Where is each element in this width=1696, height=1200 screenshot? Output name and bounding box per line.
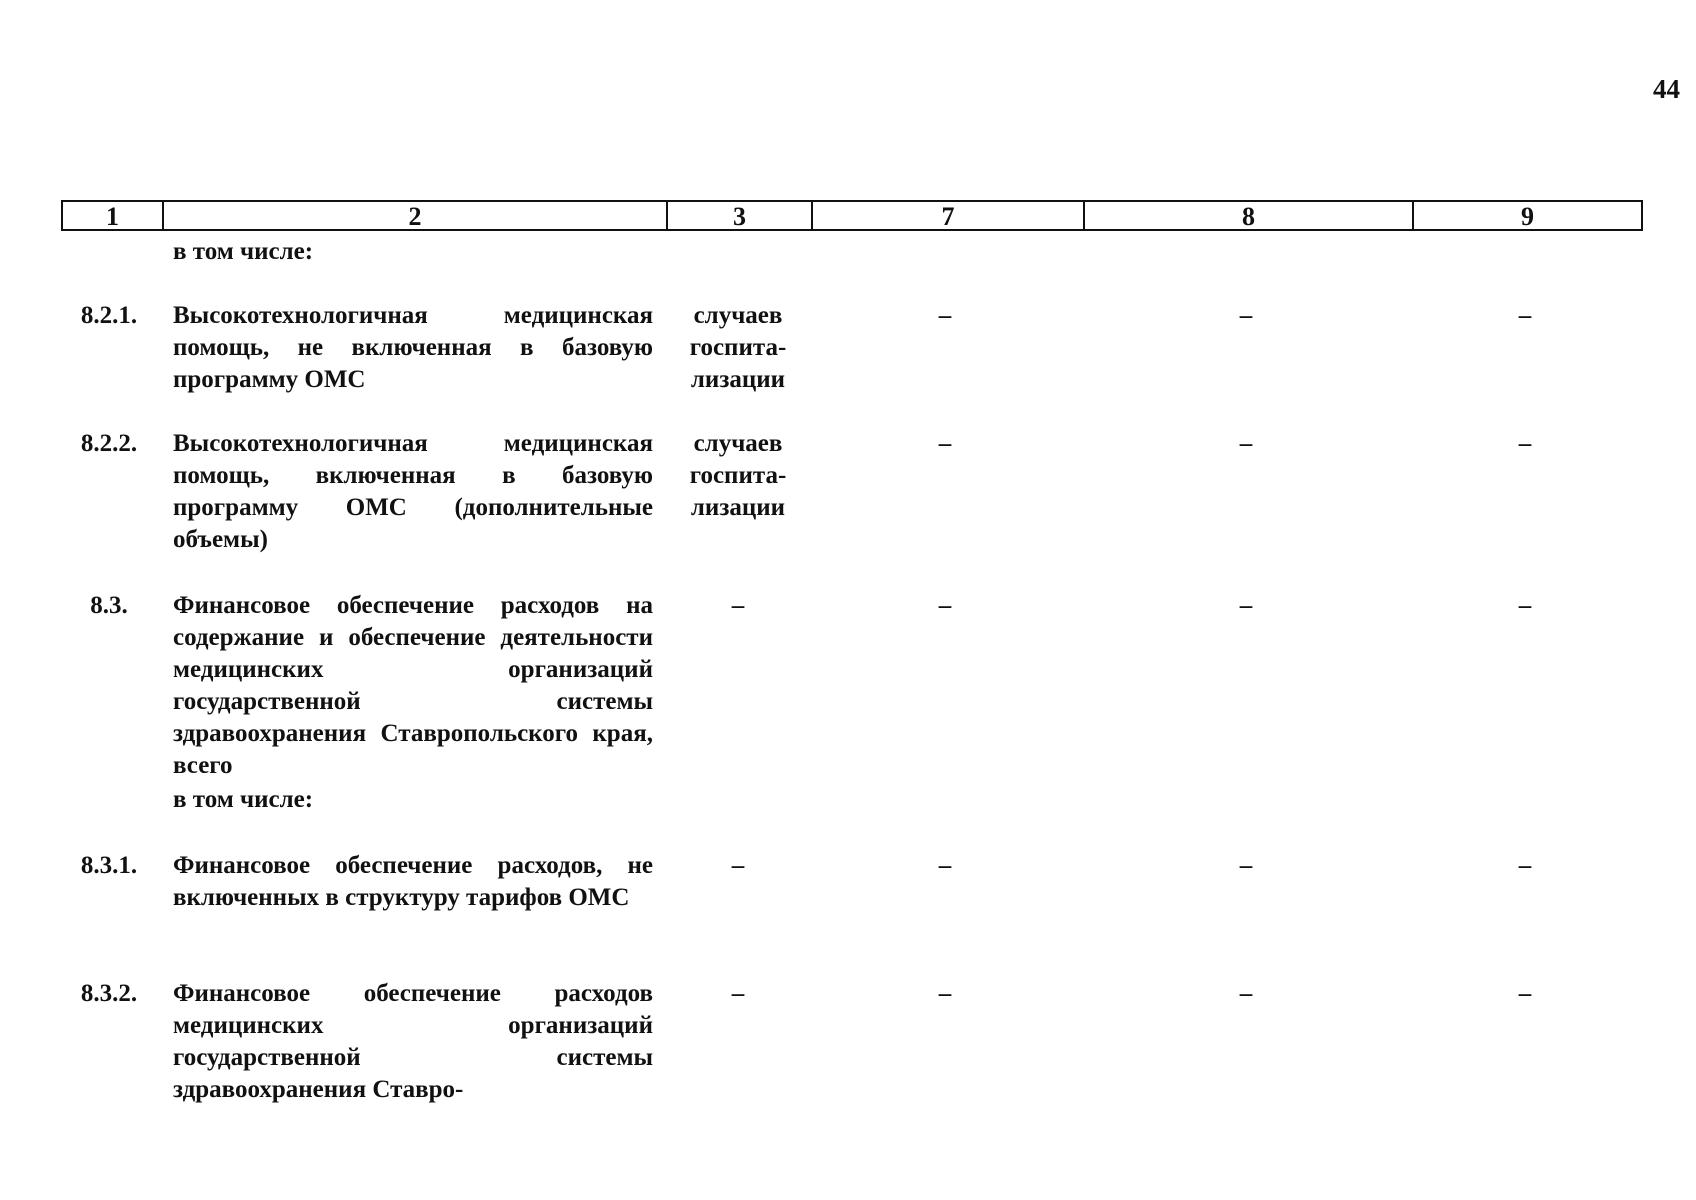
row-col8: – [1239,302,1253,329]
row-col7: – [938,852,952,879]
row-col7: – [938,302,952,329]
row-col8: – [1239,592,1253,619]
row-unit: случаев госпита-лизации [689,430,787,521]
row-description [173,978,653,1106]
header-col-1: 1 [63,202,164,229]
row-number: 8.2.2. [80,430,138,457]
row-col7: – [938,980,952,1007]
row-description: в том числе: [173,238,314,265]
row-col8: – [1239,430,1253,457]
row-description [173,300,653,396]
header-col-2: 2 [164,202,668,229]
row-description: в том числе: [173,786,314,813]
row-number: 8.3. [90,592,128,619]
row-col8: – [1239,852,1253,879]
row-description-text: Финансовое обеспечение расходов, не включенных в структуру тарифов ОМС [173,852,653,911]
header-col-9: 9 [1521,202,1534,231]
header-col-3: 3 [668,202,813,229]
row-description [173,428,653,556]
row-unit: случаев госпита-лизации [689,302,787,393]
row-col9: – [1518,430,1532,457]
row-description [173,590,653,782]
row-number: 8.3.2. [80,980,138,1007]
row-col7: – [938,430,952,457]
row-description [173,850,653,914]
row-description-text: Финансовое обеспечение расходов на содержание и обеспечение деятельности медицинских организаций государственной системы здравоохранения Ставропольского края, всего [173,592,653,779]
row-col8: – [1239,980,1253,1007]
page-number: 44 [1653,74,1680,104]
header-col-7: 7 [813,202,1085,229]
row-description-text: Финансовое обеспечение расходов медицинских организаций государственной системы здравоохранения Ставро- [173,980,653,1103]
row-col9: – [1518,852,1532,879]
header-col-8: 8 [1085,202,1414,229]
row-col9: – [1518,302,1532,329]
row-col9: – [1518,980,1532,1007]
row-col7: – [938,592,952,619]
row-description-text: Высокотехнологичная медицинская помощь, включенная в базовую программу ОМС (дополнительные объемы) [173,430,653,553]
row-number: 8.3.1. [80,852,138,879]
row-number: 8.2.1. [80,302,138,329]
row-col3: – [731,980,745,1007]
row-description-text: Высокотехнологичная медицинская помощь, не включенная в базовую программу ОМС [173,302,653,393]
row-col3: – [731,592,745,619]
row-col9: – [1518,592,1532,619]
row-col3: – [731,852,745,879]
table-header [61,200,1643,231]
